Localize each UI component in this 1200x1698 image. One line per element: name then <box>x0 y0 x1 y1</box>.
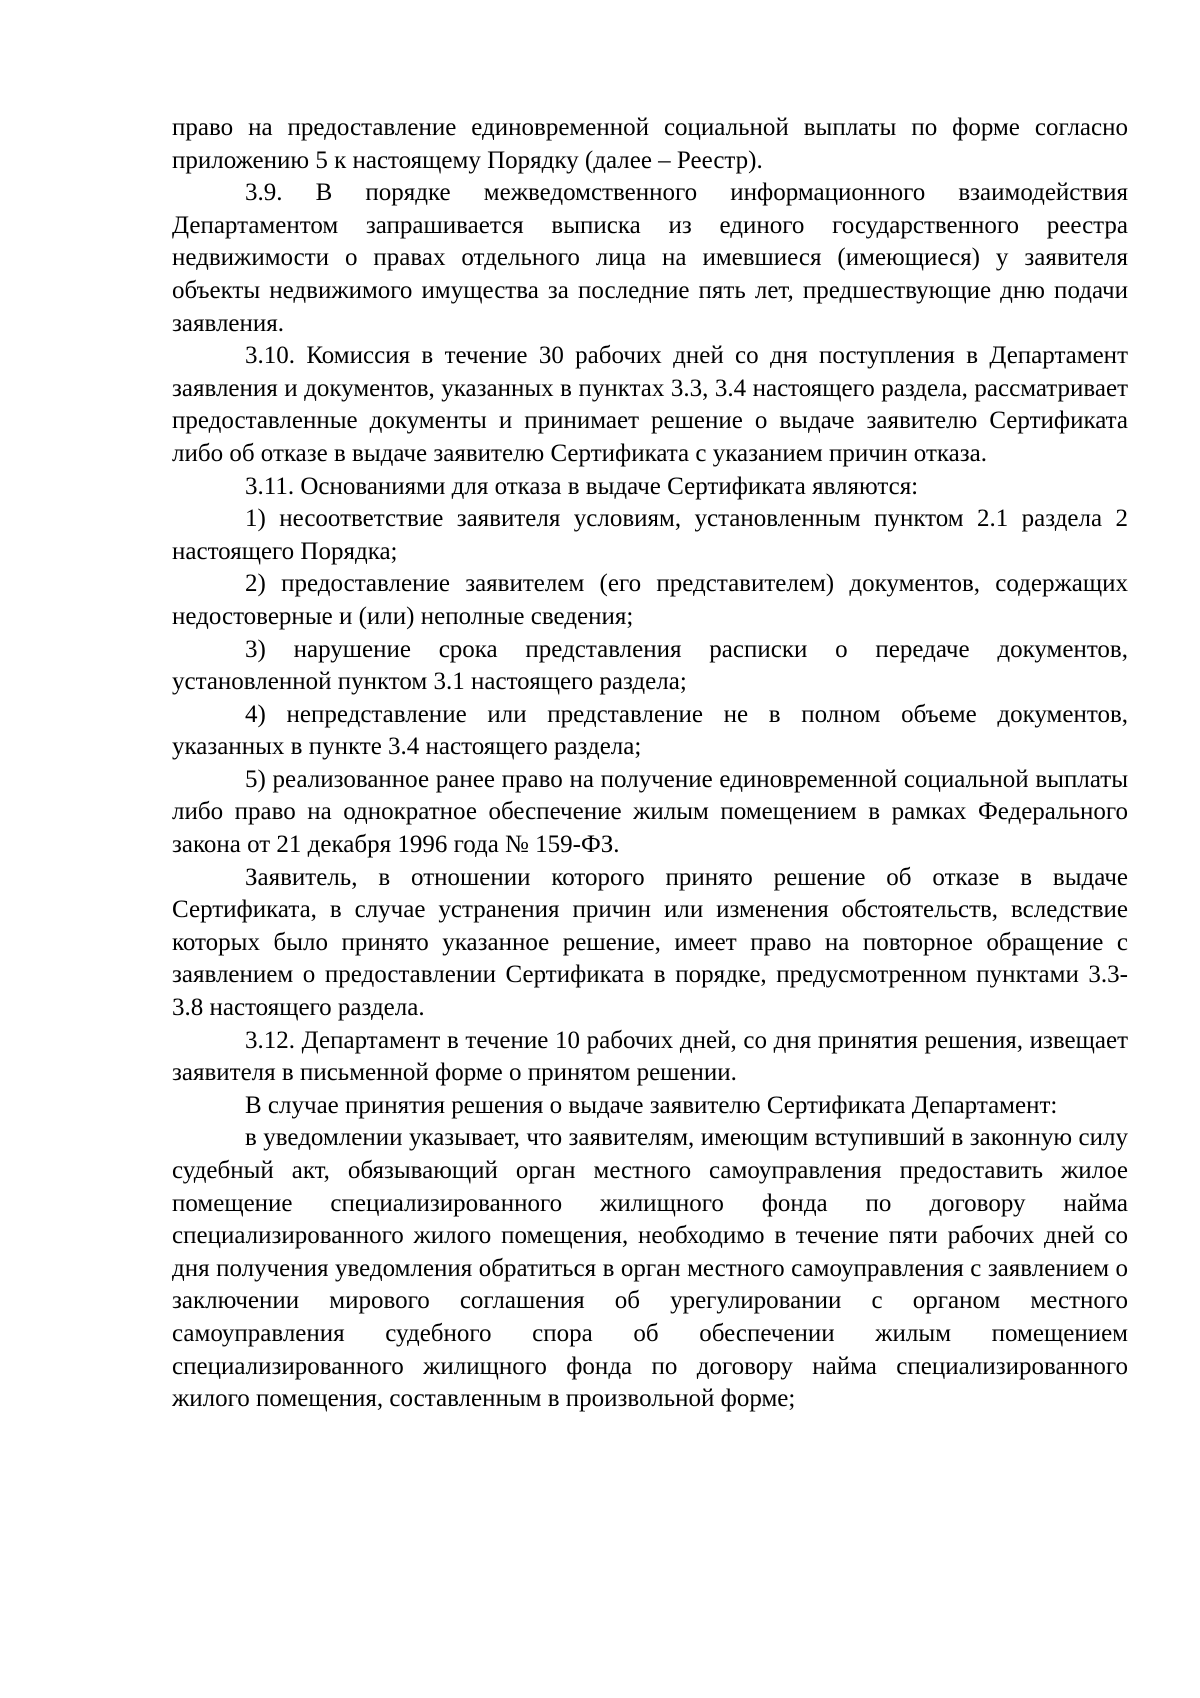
paragraph-3-9: 3.9. В порядке межведомственного информационного взаимодействия Департаментом запрашивается выписка из единого государственного реестра недвижимости о правах отдельного лица на имевшиеся (имеющиеся) у заявителя объекты недвижимого имущества за последние пять лет, предшествующие дню подачи заявления. <box>172 179 1128 337</box>
list-item-4: 4) непредставление или представление не в полном объеме документов, указанных в пункте 3.4 настоящего раздела; <box>172 700 1128 761</box>
paragraph-notification: в уведомлении указывает, что заявителям, имеющим вступивший в законную силу судебный акт, обязывающий орган местного самоуправления предоставить жилое помещение специализированного жилищного фонда по договору найма специализированного жилого помещения, необходимо в течение пяти рабочих дней со дня получения уведомления обратиться в орган местного самоуправления с заявлением о заключении мирового соглашения об урегулировании с органом местного самоуправления судебного спора об обеспечении жилым помещением специализированного жилищного фонда по договору найма специализированного жилого помещения, составленным в произвольной форме; <box>172 1124 1128 1413</box>
list-item-5: 5) реализованное ранее право на получение единовременной социальной выплаты либо право на однократное обеспечение жилым помещением в рамках Федерального закона от 21 декабря 1996 года № 159-ФЗ. <box>172 765 1128 859</box>
paragraph-3-11: 3.11. Основаниями для отказа в выдаче Сертификата являются: <box>245 472 919 500</box>
list-item-2: 2) предоставление заявителем (его представителем) документов, содержащих недостоверные и (или) неполные сведения; <box>172 570 1128 630</box>
paragraph-3-12: 3.12. Департамент в течение 10 рабочих дней, со дня принятия решения, извещает заявителя в письменной форме о принятом решении. <box>172 1026 1128 1087</box>
paragraph-registry-continuation: право на предоставление единовременной социальной выплаты по форме согласно приложению 5 к настоящему Порядку (далее – Реестр). <box>172 114 1128 174</box>
paragraph-3-10: 3.10. Комиссия в течение 30 рабочих дней со дня поступления в Департамент заявления и документов, указанных в пунктах 3.3, 3.4 настоящего раздела, рассматривает предоставленные документы и принимает решение о выдаче заявителю Сертификата либо об отказе в выдаче заявителю Сертификата с указанием причин отказа. <box>172 342 1128 467</box>
paragraph-decision-issue: В случае принятия решения о выдаче заявителю Сертификата Департамент: <box>245 1091 1058 1119</box>
paragraph-reapplication: Заявитель, в отношении которого принято решение об отказе в выдаче Сертификата, в случае устранения причин или изменения обстоятельств, вследствие которых было принято указанное решение, имеет право на повторное обращение с заявлением о предоставлении Сертификата в порядке, предусмотренном пунктами 3.3-3.8 настоящего раздела. <box>172 863 1128 1022</box>
list-item-1: 1) несоответствие заявителя условиям, установленным пунктом 2.1 раздела 2 настоящего Порядка; <box>172 505 1128 565</box>
list-item-3: 3) нарушение срока представления расписки о передаче документов, установленной пунктом 3.1 настоящего раздела; <box>172 635 1128 696</box>
